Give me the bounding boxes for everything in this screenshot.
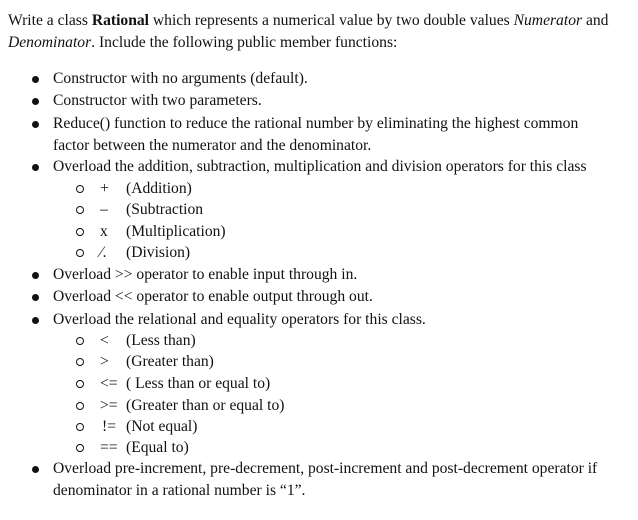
item-input: Overload >> operator to enable input through in. [53, 266, 358, 283]
item-relational: Overload the relational and equality operators for this class. [53, 311, 426, 328]
numerator-term: Numerator [513, 12, 583, 29]
le-label: ( Less than or equal to) [126, 375, 271, 392]
sub-bullet-icon [76, 358, 84, 366]
bullet-icon [32, 98, 39, 105]
sub-bullet-icon [76, 402, 84, 410]
item-incdec-line2: denominator in a rational number is “1”. [53, 482, 306, 499]
sub-symbol: – [100, 201, 108, 218]
div-label: (Division) [126, 244, 191, 261]
intro-text-2: which represents a numerical value by two double values [149, 12, 514, 29]
lt-symbol: < [100, 332, 109, 349]
add-symbol: + [100, 180, 109, 197]
item-arith: Overload the addition, subtraction, multiplication and division operators for this class [53, 158, 587, 175]
sub-bullet-icon [76, 249, 84, 257]
lt-label: (Less than) [126, 332, 196, 349]
sub-bullet-icon [76, 423, 84, 431]
mul-symbol: x [100, 223, 108, 240]
bullet-icon [32, 121, 39, 128]
sub-bullet-icon [76, 444, 84, 452]
ge-label: (Greater than or equal to) [126, 397, 285, 414]
item-ctor-params: Constructor with two parameters. [53, 92, 262, 109]
bullet-icon [32, 317, 39, 324]
denominator-term: Denominator [8, 34, 92, 51]
ne-label: (Not equal) [126, 418, 198, 435]
bullet-icon [32, 466, 39, 473]
intro-text-3: and [582, 12, 609, 29]
sub-bullet-icon [76, 380, 84, 388]
mul-label: (Multiplication) [126, 223, 226, 240]
intro-text-4: . Include the following public member functions: [91, 34, 398, 51]
item-reduce-line2: factor between the numerator and the denominator. [53, 137, 372, 154]
sub-bullet-icon [76, 185, 84, 193]
item-reduce-line1: Reduce() function to reduce the rational number by eliminating the highest common [53, 115, 579, 132]
ne-symbol: != [102, 418, 116, 435]
intro-text-1: Write a class [8, 12, 92, 29]
add-label: (Addition) [126, 180, 192, 197]
item-incdec-line1: Overload pre-increment, pre-decrement, post-increment and post-decrement operator if [53, 460, 598, 477]
gt-label: (Greater than) [126, 353, 214, 370]
le-symbol: <= [100, 375, 118, 392]
sub-bullet-icon [76, 206, 84, 214]
eq-label: (Equal to) [126, 439, 189, 456]
sub-label: (Subtraction [126, 201, 204, 218]
item-ctor-default: Constructor with no arguments (default). [53, 70, 308, 87]
gt-symbol: > [100, 353, 109, 370]
bullet-icon [32, 164, 39, 171]
bullet-icon [32, 272, 39, 279]
item-output: Overload << operator to enable output through out. [53, 288, 373, 305]
bullet-icon [32, 294, 39, 301]
class-name: Rational [91, 12, 149, 29]
div-symbol: ⁄. [100, 244, 107, 261]
bullet-icon [32, 76, 39, 83]
ge-symbol: >= [100, 397, 118, 414]
sub-bullet-icon [76, 228, 84, 236]
eq-symbol: == [100, 439, 118, 456]
intro-paragraph [8, 10, 632, 54]
sub-bullet-icon [76, 337, 84, 345]
